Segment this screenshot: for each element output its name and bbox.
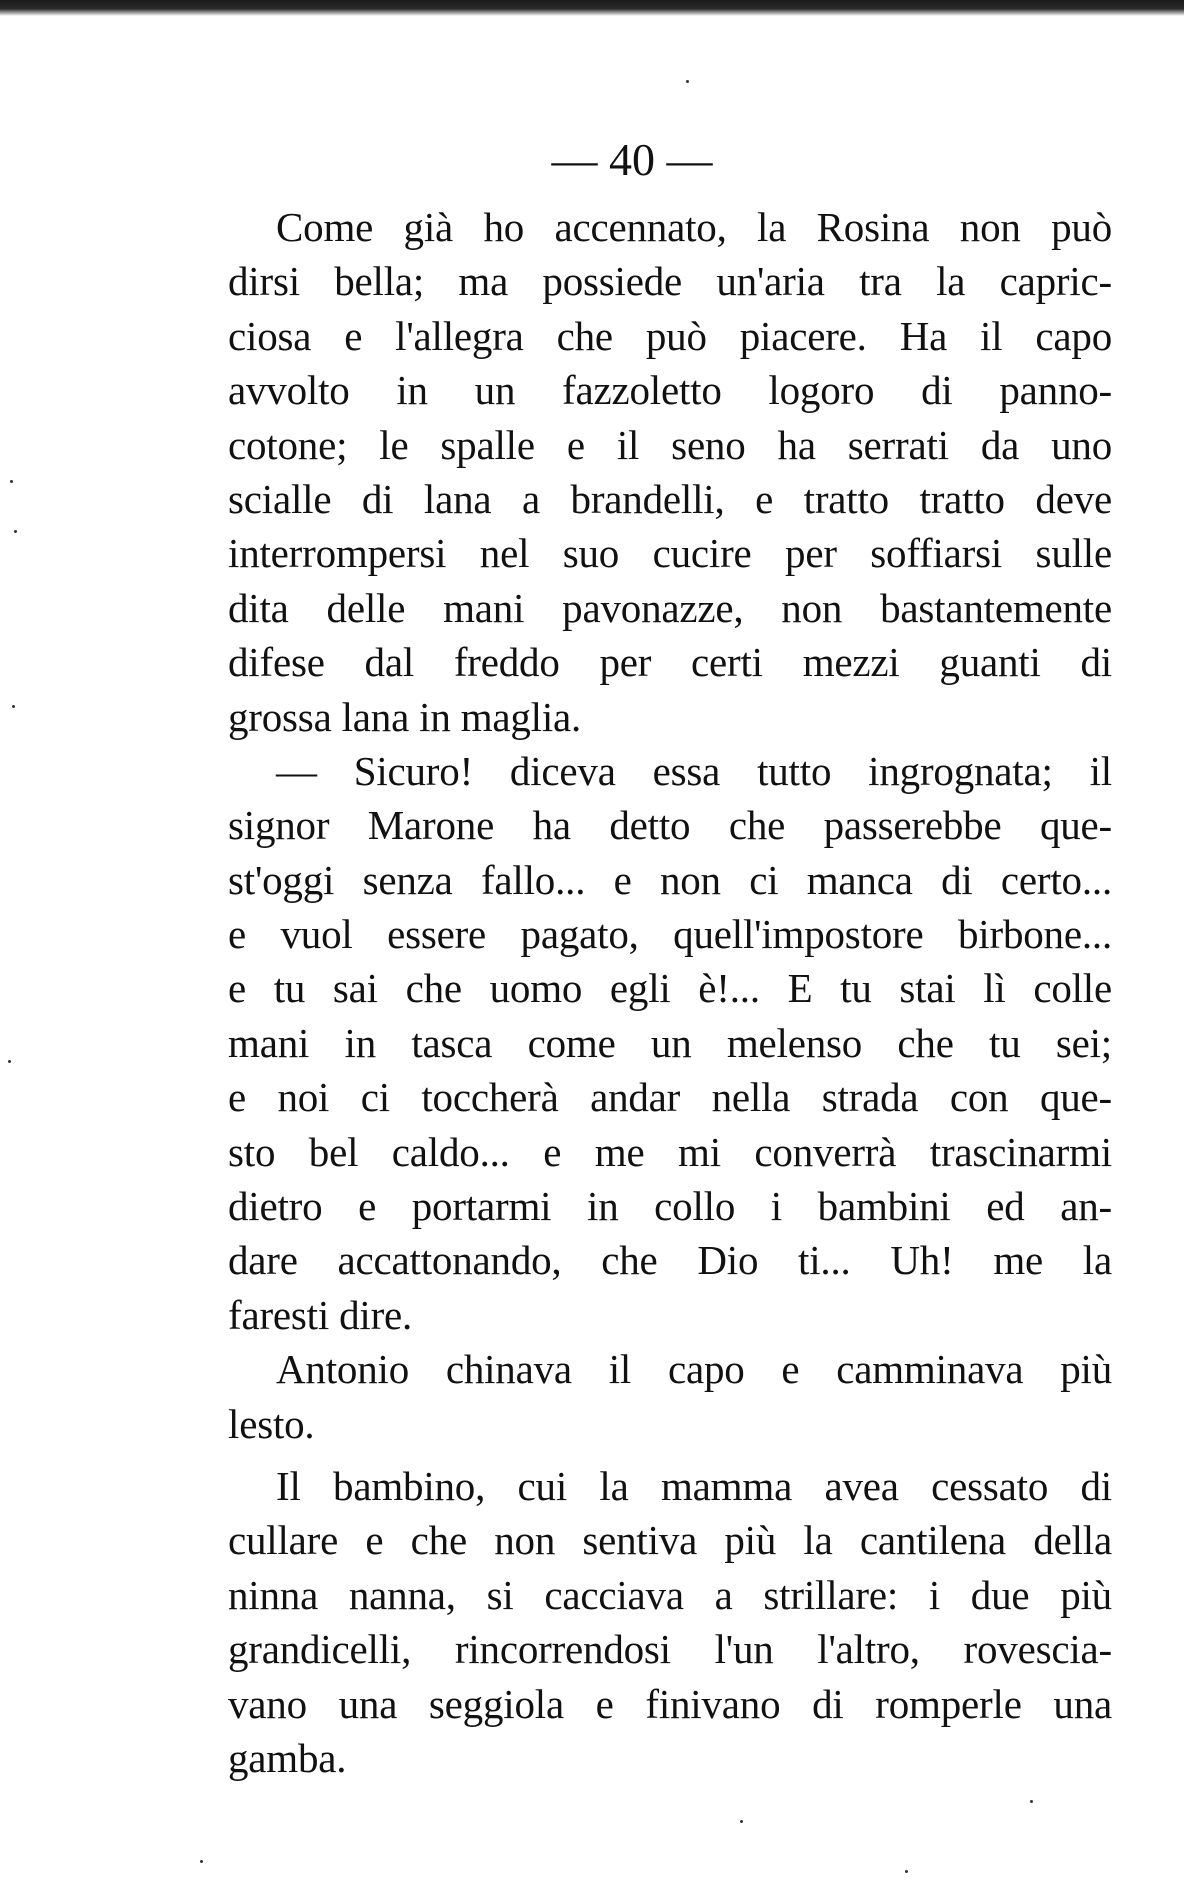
text-line: dita delle mani pavonazze, non bastantemente [228, 584, 1112, 631]
text-line: signor Marone ha detto che passerebbe que- [228, 802, 1112, 849]
text-line: faresti dire. [228, 1291, 413, 1338]
scan-speck [10, 480, 13, 483]
text-line: st'oggi senza fallo... e non ci manca di certo... [228, 856, 1112, 903]
scan-speck [686, 80, 689, 83]
text-line: Antonio chinava il capo e camminava più [276, 1346, 1112, 1393]
text-line: e tu sai che uomo egli è!... E tu stai lì colle [228, 965, 1112, 1012]
text-line: vano una seggiola e finivano di romperle una [228, 1680, 1112, 1727]
scan-speck [740, 1820, 743, 1823]
scan-speck [200, 1860, 203, 1863]
text-line: grossa lana in maglia. [228, 693, 582, 740]
text-line: Il bambino, cui la mamma avea cessato di [276, 1462, 1112, 1509]
text-line: mani in tasca come un melenso che tu sei; [228, 1019, 1112, 1066]
text-line: ciosa e l'allegra che può piacere. Ha il capo [228, 312, 1112, 359]
text-line: avvolto in un fazzoletto logoro di panno- [228, 367, 1112, 414]
text-line: — Sicuro! diceva essa tutto ingrognata; il [276, 747, 1112, 794]
text-line: sto bel caldo... e me mi converrà trascinarmi [228, 1128, 1112, 1175]
body-text [228, 200, 1112, 1785]
scan-speck [12, 705, 15, 708]
scan-speck [905, 1870, 908, 1873]
scan-top-edge [0, 0, 1184, 16]
text-line: dare accattonando, che Dio ti... Uh! me la [228, 1237, 1112, 1284]
text-line: cullare e che non sentiva più la cantilena della [228, 1517, 1112, 1564]
text-line: difese dal freddo per certi mezzi guanti di [228, 639, 1112, 686]
text-line: scialle di lana a brandelli, e tratto tratto deve [228, 475, 1112, 522]
page-number: — 40 — [551, 134, 713, 185]
text-line: e noi ci toccherà andar nella strada con que- [228, 1074, 1112, 1121]
text-line: cotone; le spalle e il seno ha serrati da uno [228, 421, 1112, 468]
text-line: dirsi bella; ma possiede un'aria tra la capric- [228, 258, 1112, 305]
text-line: lesto. [228, 1400, 315, 1447]
scan-speck [14, 530, 17, 533]
text-line: dietro e portarmi in collo i bambini ed an- [228, 1183, 1112, 1230]
scan-speck [8, 1060, 11, 1063]
scan-speck [1030, 1800, 1033, 1803]
text-line: ninna nanna, si cacciava a strillare: i due più [228, 1571, 1112, 1618]
text-line: interrompersi nel suo cucire per soffiarsi sulle [228, 530, 1112, 577]
paragraph-gap [228, 1451, 1112, 1459]
text-line: e vuol essere pagato, quell'impostore birbone... [228, 911, 1112, 958]
text-line: gamba. [228, 1734, 347, 1781]
text-line: grandicelli, rincorrendosi l'un l'altro, rovescia- [228, 1626, 1112, 1673]
text-line: Come già ho accennato, la Rosina non può [276, 204, 1112, 250]
